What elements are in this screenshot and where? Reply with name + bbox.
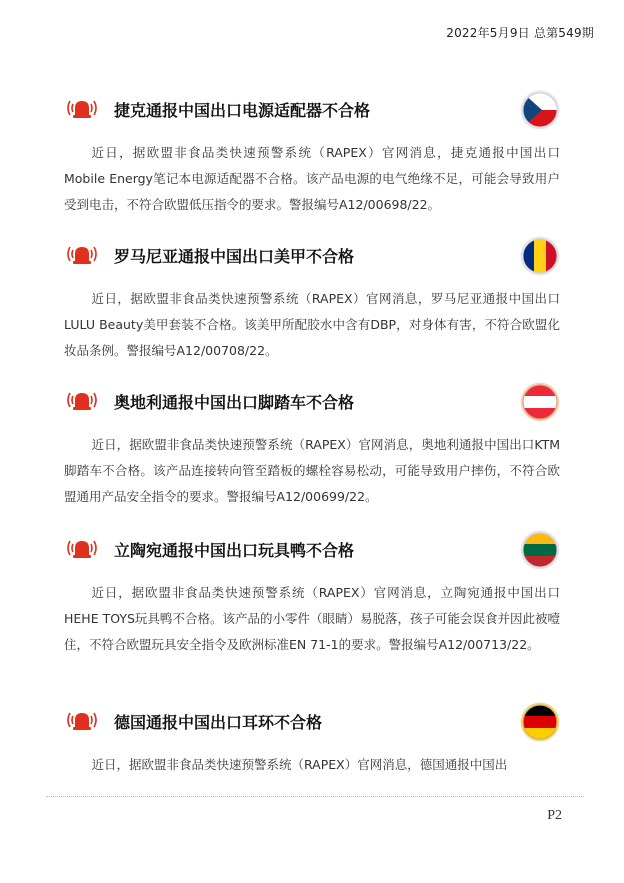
footer-divider — [46, 796, 584, 797]
notice-header — [64, 90, 560, 130]
notice-body: 近日，据欧盟非食品类快速预警系统（RAPEX）官网消息，德国通报中国出 — [91, 757, 508, 772]
notice-item — [64, 702, 560, 778]
notice-header — [64, 382, 560, 422]
notice-item — [64, 90, 560, 218]
germany-flag-icon — [520, 702, 560, 742]
notice-body: 近日，据欧盟非食品类快速预警系统（RAPEX）官网消息，立陶宛通报中国出口HEHE TOYS玩具鸭不合格。该产品的小零件（眼睛）易脱落，孩子可能会误食并因此被噎住，不符合欧盟玩具安全指令及欧洲标准EN 71-1的要求。警报编号A12/00713/22。 — [64, 585, 560, 652]
notice-title: 捷克通报中国出口电源适配器不合格 — [114, 101, 371, 120]
notice-header — [64, 236, 560, 276]
notice-item — [64, 236, 560, 364]
notice-body: 近日，据欧盟非食品类快速预警系统（RAPEX）官网消息，罗马尼亚通报中国出口LULU Beauty美甲套装不合格。该美甲所配胶水中含有DBP，对身体有害，不符合欧盟化妆品条例。警报编号A12/00708/22。 — [64, 291, 560, 358]
alarm-bell-icon — [64, 708, 100, 732]
alarm-bell-icon — [64, 536, 100, 560]
notice-title: 奥地利通报中国出口脚踏车不合格 — [114, 393, 355, 412]
alarm-bell-icon — [64, 242, 100, 266]
czech-flag-icon — [520, 90, 560, 130]
notice-title: 德国通报中国出口耳环不合格 — [114, 713, 323, 732]
notice-header — [64, 702, 560, 742]
notice-title: 立陶宛通报中国出口玩具鸭不合格 — [114, 541, 355, 560]
notice-item — [64, 382, 560, 510]
notice-title: 罗马尼亚通报中国出口美甲不合格 — [114, 247, 355, 266]
austria-flag-icon — [520, 382, 560, 422]
notice-body: 近日，据欧盟非食品类快速预警系统（RAPEX）官网消息，奥地利通报中国出口KTM脚踏车不合格。该产品连接转向管至踏板的螺栓容易松动，可能导致用户摔伤，不符合欧盟通用产品安全指令的要求。警报编号A12/00699/22。 — [64, 437, 560, 504]
notice-item — [64, 530, 560, 658]
notice-header — [64, 530, 560, 570]
page-number: P2 — [547, 808, 562, 823]
alarm-bell-icon — [64, 388, 100, 412]
lithuania-flag-icon — [520, 530, 560, 570]
notice-body: 近日，据欧盟非食品类快速预警系统（RAPEX）官网消息，捷克通报中国出口Mobile Energy笔记本电源适配器不合格。该产品电源的电气绝缘不足，可能会导致用户受到电击，不符合欧盟低压指令的要求。警报编号A12/00698/22。 — [64, 145, 560, 212]
issue-date: 2022年5月9日 总第549期 — [446, 26, 594, 40]
alarm-bell-icon — [64, 96, 100, 120]
romania-flag-icon — [520, 236, 560, 276]
